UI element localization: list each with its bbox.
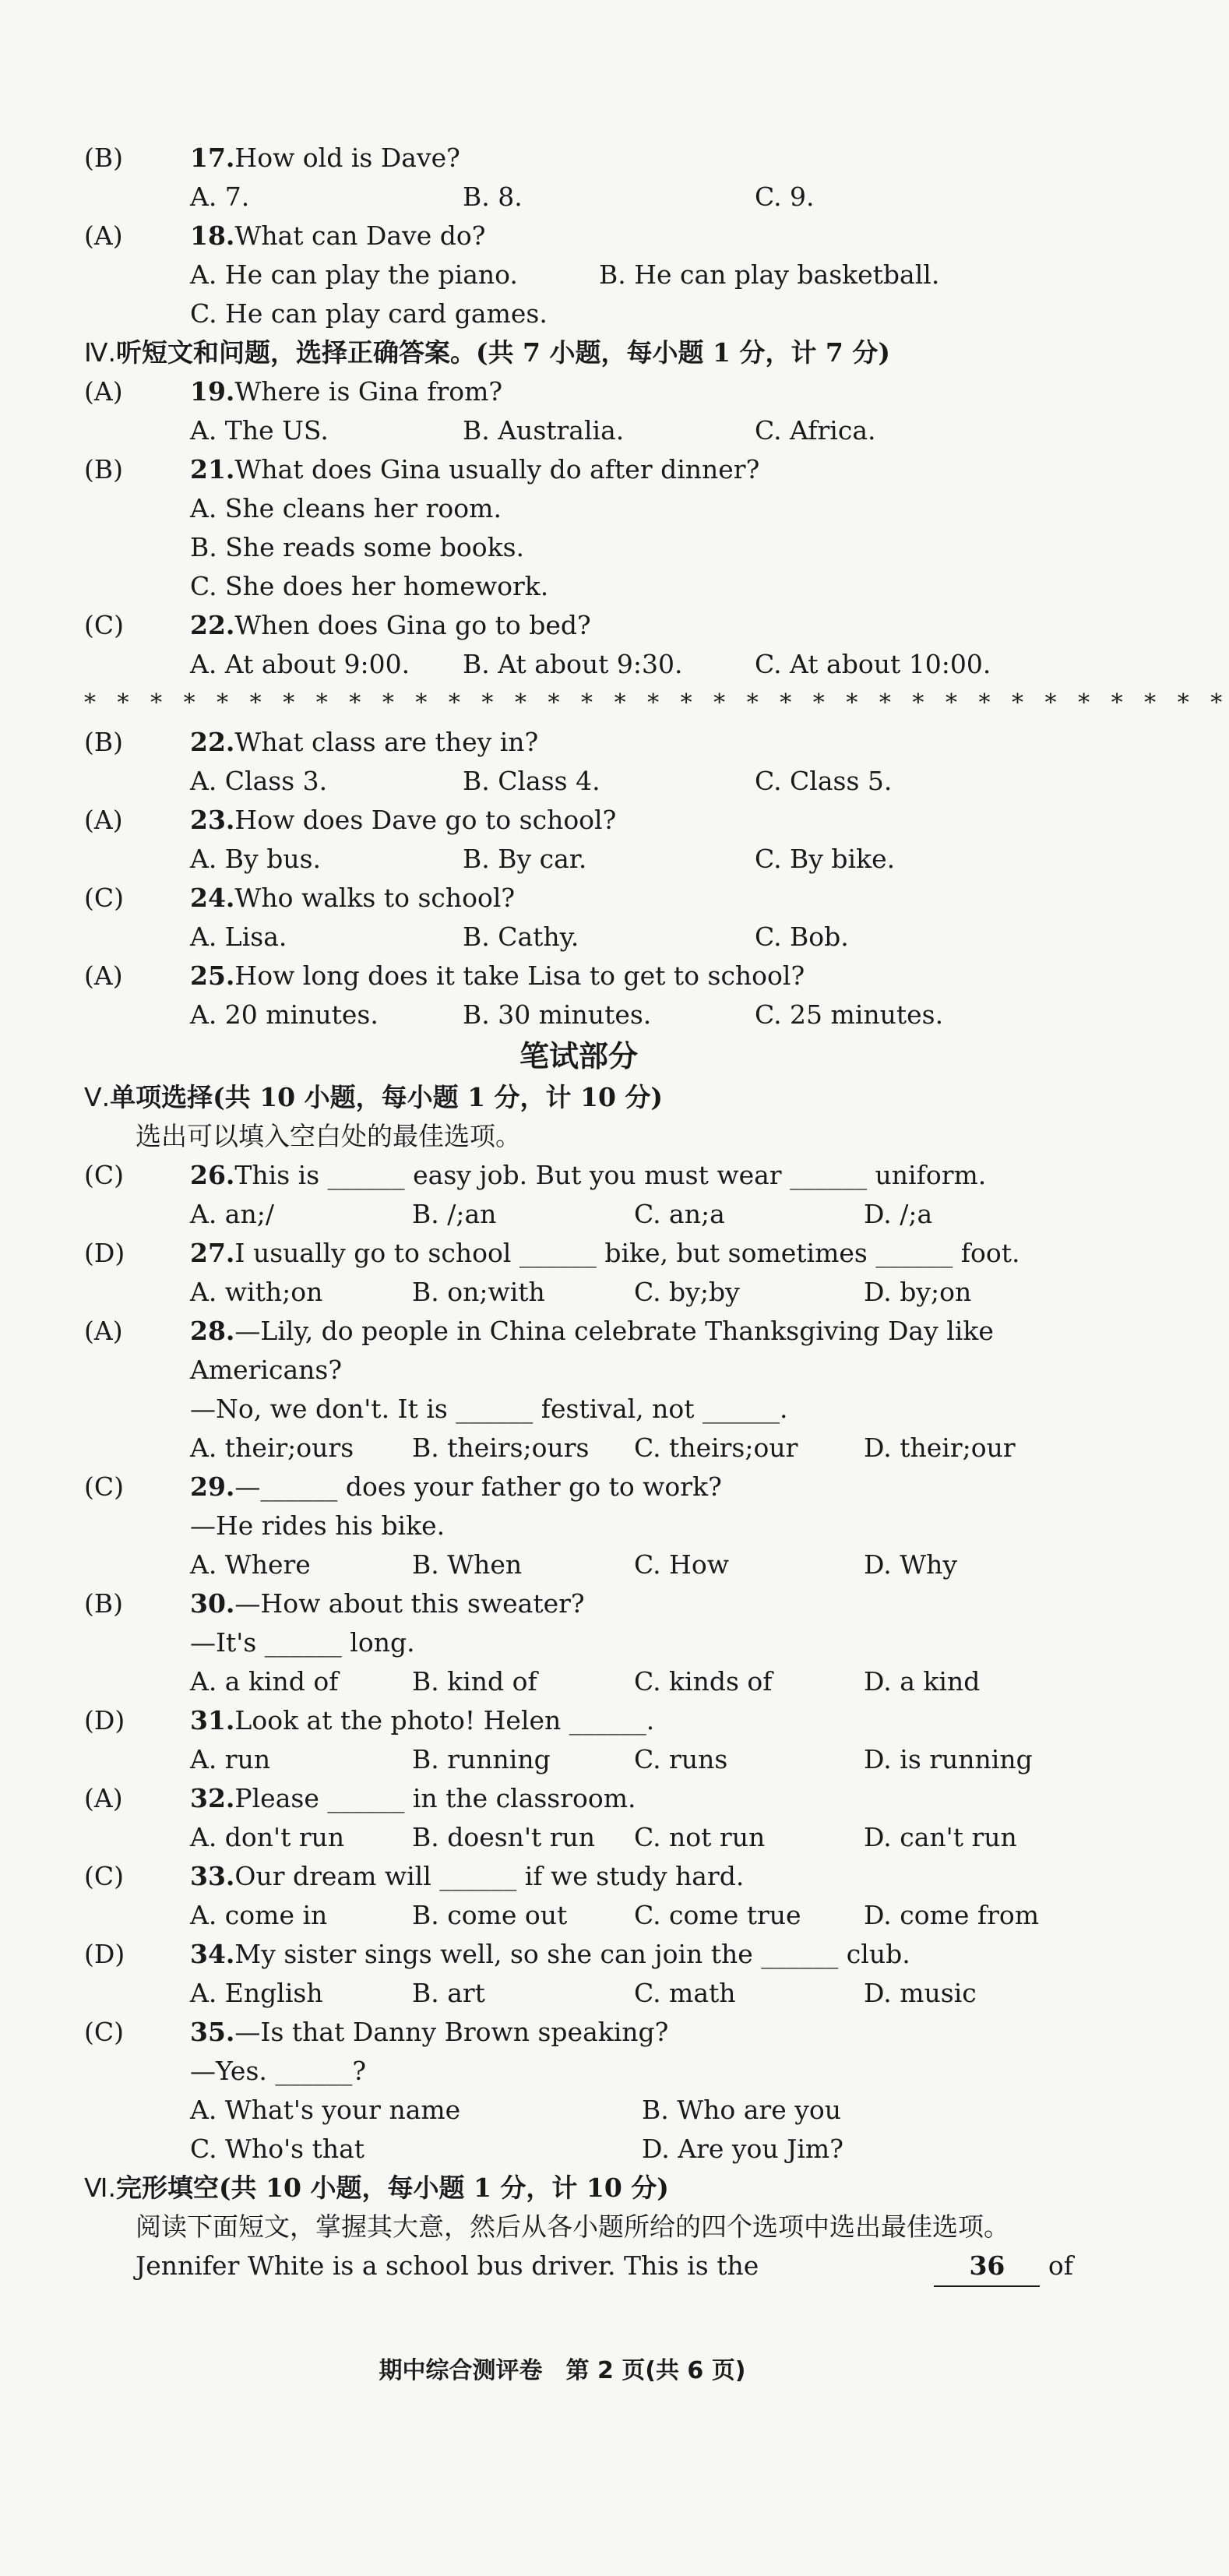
blank-36: 36 — [934, 2247, 1040, 2287]
question-text: Please ______ in the classroom. — [234, 1783, 636, 1813]
question-24 — [84, 879, 1073, 918]
section-5-heading — [84, 1078, 1073, 1117]
options-27 — [84, 1273, 1073, 1312]
options-22a — [84, 645, 1073, 684]
answer-mark: (B) — [84, 727, 123, 757]
option-b: B. Cathy. — [463, 922, 579, 952]
question-number: 22. — [190, 727, 235, 757]
answer-mark: (C) — [84, 2017, 124, 2047]
option-c: C. math — [634, 1978, 736, 2008]
options-29 — [84, 1545, 1073, 1584]
option-a: A. At about 9:00. — [190, 649, 410, 679]
option-d: D. music — [864, 1978, 977, 2008]
question-number: 33. — [190, 1861, 235, 1891]
option-a: A. 20 minutes. — [190, 999, 379, 1030]
question-19 — [84, 372, 1073, 411]
option-d: D. /;a — [864, 1199, 933, 1229]
option-a: A. a kind of — [190, 1666, 339, 1697]
option-b: B. doesn't run — [412, 1822, 596, 1852]
option-a: A. By bus. — [190, 844, 321, 874]
option-c: C. She does her homework. — [190, 571, 549, 601]
question-25 — [84, 957, 1073, 996]
option-c: C. Africa. — [755, 415, 876, 446]
option-c: C. Class 5. — [755, 766, 893, 796]
question-number: 22. — [190, 610, 235, 640]
option-c: C. kinds of — [634, 1666, 773, 1697]
option-a: A. English — [190, 1978, 323, 2008]
answer-mark: (A) — [84, 960, 123, 991]
option-d: D. is running — [864, 1744, 1033, 1774]
option-c: C. 9. — [755, 181, 815, 212]
section-number: Ⅴ. — [84, 1082, 111, 1112]
question-number: 25. — [190, 960, 235, 991]
question-number: 19. — [190, 376, 235, 407]
option-b: B. come out — [412, 1900, 568, 1930]
option-a: A. don't run — [190, 1822, 345, 1852]
question-number: 32. — [190, 1783, 235, 1813]
options-25 — [84, 996, 1073, 1034]
options-31 — [84, 1740, 1073, 1779]
options-22b — [84, 762, 1073, 801]
answer-mark: (A) — [84, 1783, 123, 1813]
option-a: A. She cleans her room. — [190, 493, 502, 523]
option-b: B. When — [412, 1549, 523, 1580]
option-d: D. come from — [864, 1900, 1040, 1930]
question-text: What class are they in? — [234, 727, 539, 757]
option-b: B. 8. — [463, 181, 523, 212]
question-text: I usually go to school ______ bike, but sometimes ______ foot. — [234, 1238, 1020, 1268]
question-text: When does Gina go to bed? — [234, 610, 591, 640]
option-a: A. with;on — [190, 1277, 323, 1307]
option-a: A. Class 3. — [190, 766, 328, 796]
option-c: C. 25 minutes. — [755, 999, 944, 1030]
options-34 — [84, 1974, 1073, 2013]
options-19 — [84, 411, 1073, 450]
option-a: A. Lisa. — [190, 922, 287, 952]
question-number: 17. — [190, 143, 235, 173]
question-29-line: —He rides his bike. — [190, 1510, 445, 1541]
question-number: 27. — [190, 1238, 235, 1268]
answer-mark: (A) — [84, 805, 123, 835]
option-c: C. He can play card games. — [190, 298, 548, 329]
question-17 — [84, 139, 1073, 178]
options-26 — [84, 1195, 1073, 1234]
options-23 — [84, 840, 1073, 879]
section-instruction: 阅读下面短文，掌握其大意，然后从各小题所给的四个选项中选出最佳选项。 — [136, 2211, 1009, 2242]
question-text: —______ does your father go to work? — [234, 1471, 722, 1502]
question-23 — [84, 801, 1073, 840]
section-number: Ⅳ. — [84, 337, 116, 368]
section-title: 听短文和问题，选择正确答案。(共 7 小题，每小题 1 分，计 7 分) — [115, 337, 890, 368]
question-26 — [84, 1156, 1073, 1195]
option-a: A. He can play the piano. — [190, 259, 518, 290]
question-30 — [84, 1584, 1073, 1623]
options-17 — [84, 178, 1073, 217]
question-text: My sister sings well, so she can join the ______ club. — [234, 1939, 910, 1969]
option-b: B. Class 4. — [463, 766, 600, 796]
options-30 — [84, 1662, 1073, 1701]
answer-mark: (A) — [84, 1316, 123, 1346]
question-31 — [84, 1701, 1073, 1740]
answer-mark: (A) — [84, 376, 123, 407]
question-34 — [84, 1935, 1073, 1974]
section-title: 完形填空(共 10 小题，每小题 1 分，计 10 分) — [115, 2173, 669, 2203]
options-35 — [84, 2130, 1073, 2169]
option-d: D. can't run — [864, 1822, 1017, 1852]
divider-stars: * * * * * * * * * * * * * * * * * * * * * * * * * * * * * * * * * * * — [84, 689, 1229, 717]
option-c: C. runs — [634, 1744, 728, 1774]
options-28 — [84, 1429, 1073, 1468]
option-a: A. an;/ — [190, 1199, 274, 1229]
answer-mark: (A) — [84, 220, 123, 251]
question-text: This is ______ easy job. But you must wear ______ uniform. — [234, 1160, 987, 1190]
section-instruction: 选出可以填入空白处的最佳选项。 — [136, 1121, 521, 1151]
question-28 — [84, 1312, 1073, 1351]
option-a: A. come in — [190, 1900, 328, 1930]
option-b: B. theirs;ours — [412, 1432, 590, 1463]
option-b: B. 30 minutes. — [463, 999, 652, 1030]
question-21 — [84, 450, 1073, 489]
page-footer: 期中综合测评卷 第 2 页(共 6 页) — [379, 2357, 746, 2384]
question-number: 21. — [190, 454, 235, 485]
option-c: C. At about 10:00. — [755, 649, 991, 679]
passage-first-line — [84, 2247, 1073, 2287]
option-b: B. /;an — [412, 1199, 497, 1229]
section-6-heading — [84, 2169, 1073, 2208]
option-a: A. What's your name — [190, 2095, 461, 2125]
option-b: B. Australia. — [463, 415, 625, 446]
question-text: Who walks to school? — [234, 883, 516, 913]
section-5-questions — [84, 1156, 1073, 2169]
options-18 — [84, 255, 1073, 294]
section-4-heading — [84, 333, 1073, 372]
answer-mark: (B) — [84, 143, 123, 173]
option-c: C. not run — [634, 1822, 766, 1852]
answer-mark: (D) — [84, 1705, 125, 1736]
option-b: B. He can play basketball. — [599, 259, 940, 290]
answer-mark: (D) — [84, 1939, 125, 1969]
question-text: Where is Gina from? — [234, 376, 503, 407]
question-text: How long does it take Lisa to get to school? — [234, 960, 805, 991]
option-d: D. Why — [864, 1549, 958, 1580]
option-d: D. their;our — [864, 1432, 1016, 1463]
question-text: Our dream will ______ if we study hard. — [234, 1861, 745, 1891]
question-text: —Is that Danny Brown speaking? — [234, 2017, 669, 2047]
option-b: B. Who are you — [642, 2095, 841, 2125]
option-c: C. theirs;our — [634, 1432, 798, 1463]
answer-mark: (C) — [84, 610, 124, 640]
section-title: 单项选择(共 10 小题，每小题 1 分，计 10 分) — [110, 1082, 664, 1112]
question-27 — [84, 1234, 1073, 1273]
question-28-line: —No, we don't. It is ______ festival, not ______. — [190, 1394, 788, 1424]
passage-text: Jennifer White is a school bus driver. This is the — [136, 2250, 759, 2281]
question-22b — [84, 723, 1073, 762]
options-32 — [84, 1818, 1073, 1857]
option-c: C. come true — [634, 1900, 801, 1930]
answer-mark: (D) — [84, 1238, 125, 1268]
option-a: A. their;ours — [190, 1432, 354, 1463]
answer-mark: (B) — [84, 1588, 123, 1619]
question-35-line: —Yes. ______? — [190, 2056, 367, 2086]
question-18 — [84, 217, 1073, 255]
question-text: —Lily, do people in China celebrate Thanksgiving Day like — [234, 1316, 994, 1346]
question-text: What does Gina usually do after dinner? — [234, 454, 760, 485]
question-number: 29. — [190, 1471, 235, 1502]
option-d: D. Are you Jim? — [642, 2134, 843, 2164]
question-number: 31. — [190, 1705, 235, 1736]
question-22a — [84, 606, 1073, 645]
section-number: Ⅵ. — [84, 2173, 116, 2203]
answer-mark: (C) — [84, 883, 124, 913]
option-b: B. art — [412, 1978, 485, 2008]
question-text: —How about this sweater? — [234, 1588, 585, 1619]
option-b: B. running — [412, 1744, 551, 1774]
question-number: 34. — [190, 1939, 235, 1969]
question-32 — [84, 1779, 1073, 1818]
option-c: C. How — [634, 1549, 729, 1580]
answer-mark: (C) — [84, 1471, 124, 1502]
written-part-title: 笔试部分 — [519, 1039, 638, 1073]
option-d: D. a kind — [864, 1666, 981, 1697]
question-number: 28. — [190, 1316, 235, 1346]
option-a: A. 7. — [190, 181, 250, 212]
question-29 — [84, 1468, 1073, 1506]
question-number: 23. — [190, 805, 235, 835]
option-b: B. At about 9:30. — [463, 649, 683, 679]
option-c: C. Who's that — [190, 2134, 365, 2164]
option-c: C. By bike. — [755, 844, 896, 874]
question-number: 35. — [190, 2017, 235, 2047]
options-35 — [84, 2091, 1073, 2130]
option-a: A. The US. — [190, 415, 329, 446]
question-30-line: —It's ______ long. — [190, 1627, 415, 1658]
question-number: 26. — [190, 1160, 235, 1190]
option-a: A. run — [190, 1744, 271, 1774]
option-b: B. on;with — [412, 1277, 545, 1307]
option-b: B. kind of — [412, 1666, 537, 1697]
answer-mark: (C) — [84, 1160, 124, 1190]
question-number: 24. — [190, 883, 235, 913]
question-text: How old is Dave? — [234, 143, 460, 173]
passage-text-end: of — [1048, 2250, 1073, 2281]
question-text: What can Dave do? — [234, 220, 486, 251]
option-a: A. Where — [190, 1549, 311, 1580]
exam-content — [84, 139, 1229, 2287]
question-28-line: Americans? — [190, 1355, 343, 1385]
options-24 — [84, 918, 1073, 957]
option-c: C. an;a — [634, 1199, 725, 1229]
answer-mark: (C) — [84, 1861, 124, 1891]
question-33 — [84, 1857, 1073, 1896]
question-35 — [84, 2013, 1073, 2052]
option-b: B. By car. — [463, 844, 587, 874]
question-number: 18. — [190, 220, 235, 251]
question-text: Look at the photo! Helen ______. — [234, 1705, 655, 1736]
answer-mark: (B) — [84, 454, 123, 485]
option-d: D. by;on — [864, 1277, 972, 1307]
option-b: B. She reads some books. — [190, 532, 525, 562]
option-c: C. Bob. — [755, 922, 849, 952]
question-text: How does Dave go to school? — [234, 805, 617, 835]
question-number: 30. — [190, 1588, 235, 1619]
options-33 — [84, 1896, 1073, 1935]
option-c: C. by;by — [634, 1277, 740, 1307]
